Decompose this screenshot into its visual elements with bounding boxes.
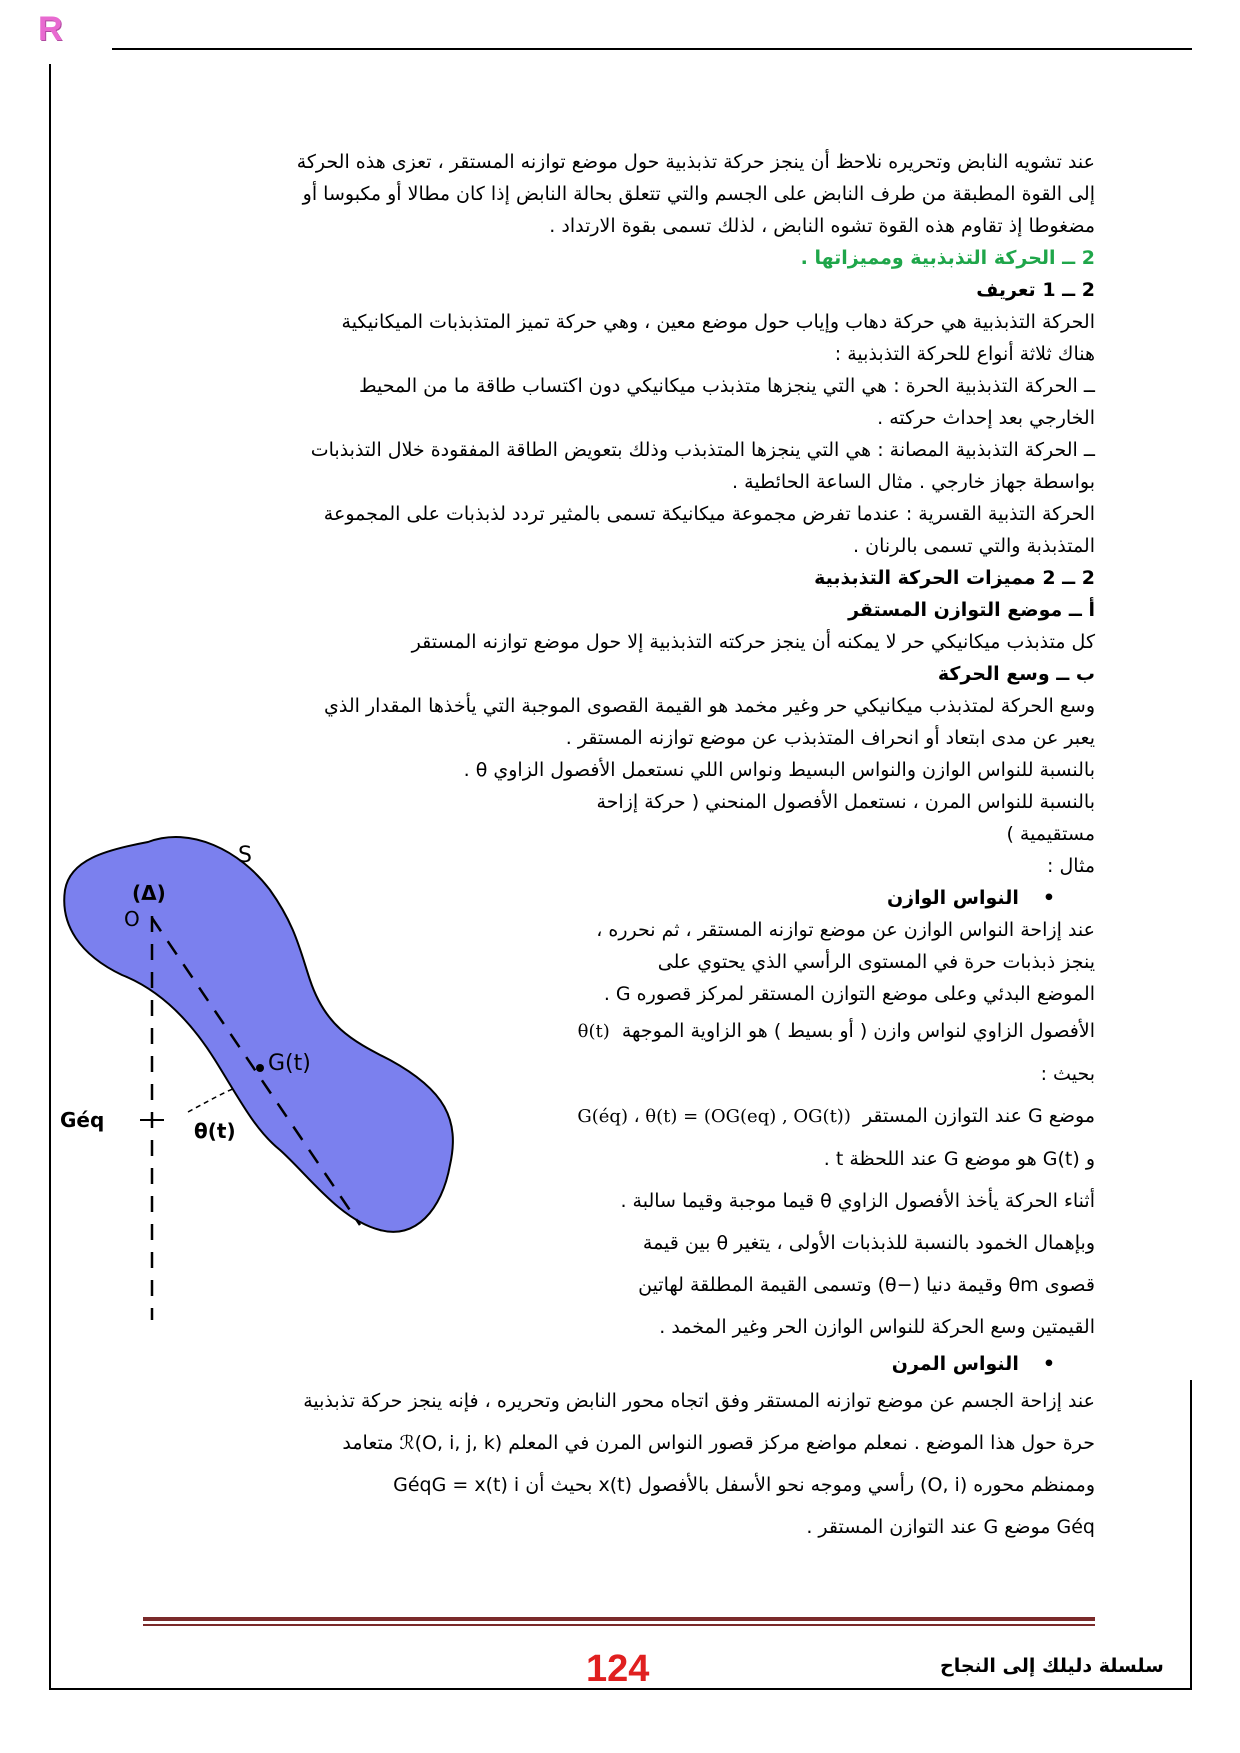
publisher-logo: R	[38, 10, 63, 48]
bullet-spring-pendulum: • النواس المرن	[145, 1348, 1095, 1380]
paragraph-b: يعبر عن مدى ابتعاد أو انحراف المتذبذب عن موضع توازنه المستقر .	[565, 727, 1095, 749]
paragraph-b: مستقيمية )	[1006, 823, 1095, 845]
bullet-heavy-pendulum: • النواس الوازن	[145, 882, 1095, 914]
pendulum-line: عند إزاحة النواس الوازن عن موضع توازنه المستقر ، ثم نحرره ،	[596, 919, 1095, 941]
section-heading: 2 ــ الحركة التذبذبية ومميزاتها .	[800, 247, 1095, 269]
definition-line: هناك ثلاثة أنواع للحركة التذبذبية :	[834, 343, 1095, 365]
label-o: O	[124, 907, 140, 931]
top-border	[112, 48, 1192, 50]
equation-text: موضع G عند التوازن المستقر	[862, 1105, 1095, 1127]
paragraph-b: بالنسبة للنواس الوازن والنواس البسيط ونواس اللي نستعمل الأفصول الزاوي θ .	[463, 759, 1095, 781]
label-s: S	[238, 843, 252, 868]
angle-line	[495, 1010, 1095, 1053]
center-of-mass-dot	[256, 1064, 264, 1072]
angle-arc	[188, 1088, 235, 1112]
label-theta: θ(t)	[194, 1119, 236, 1143]
footer-divider	[143, 1617, 1095, 1621]
subsection-heading: 2 ــ 2 مميزات الحركة التذبذبية	[814, 567, 1095, 589]
label-geq: Géq	[60, 1108, 105, 1132]
definition-line: المتذبذبة والتي تسمى بالرنان .	[853, 535, 1095, 557]
definition-line: ــ الحركة التذبذبية المصانة : هي التي ينجزها المتذبذب وذلك بتعويض الطاقة المفقودة خلال التذبذبات	[310, 439, 1095, 461]
equation-math: G(éq) ، θ(t) = (OG(eq) , OG(t))	[577, 1106, 851, 1127]
paragraph-b: مثال :	[1047, 855, 1095, 877]
definition-line: بواسطة جهاز خارجي . مثال الساعة الحائطية .	[732, 471, 1095, 493]
spring-line: وممنظم محوره (O, i) رأسي وموجه نحو الأسفل بالأفصول x(t) بحيث أن GéqG = x(t) i	[393, 1474, 1095, 1496]
motion-line: قصوى θm وقيمة دنيا (−θ) وتسمى القيمة المطلقة لهاتين	[638, 1274, 1095, 1296]
left-border	[49, 64, 51, 1689]
intro-line: عند تشويه النابض وتحريره نلاحظ أن ينجز حركة تذبذبية حول موضع توازنه المستقر ، تعزى هذه الحركة	[296, 151, 1095, 173]
angle-symbol: θ(t)	[577, 1021, 610, 1042]
definition-line: الحركة التذبذبية هي حركة دهاب وإياب حول موضع معين ، وهي حركة تميز المتذبذبات الميكانيكية	[341, 311, 1095, 333]
spring-line: حرة حول هذا الموضع . نمعلم مواضع مركز قصور النواس المرن في المعلم ℛ(O, i, j, k) متعامد	[342, 1432, 1095, 1454]
such-that: بحيث :	[1040, 1063, 1095, 1085]
pendulum-line: ينجز ذبذبات حرة في المستوى الرأسي الذي يحتوي على	[657, 951, 1095, 973]
paragraph-b: وسع الحركة لمتذبذب ميكانيكي حر وغير مخمد هو القيمة القصوى الموجبة التي يأخذها المقدار الذي	[324, 695, 1095, 717]
equation-line	[495, 1095, 1095, 1138]
rigid-body-shape	[64, 837, 453, 1232]
series-title: سلسلة دليلك إلى النجاح	[940, 1655, 1164, 1677]
sub-heading-a: أ ــ موضع التوازن المستقر	[848, 599, 1095, 621]
pendulum-line: الموضع البدئي وعلى موضع التوازن المستقر لمركز قصوره G .	[603, 983, 1095, 1005]
and-line: و G(t) هو موضع G عند اللحظة t .	[823, 1148, 1095, 1170]
footer-divider-thin	[143, 1624, 1095, 1626]
motion-line: وبإهمال الخمود بالنسبة للذبذبات الأولى ، يتغير θ بين قيمة	[642, 1232, 1095, 1254]
motion-line: أثناء الحركة يأخذ الأفصول الزاوي θ قيما موجبة وقيما سالبة .	[620, 1190, 1095, 1212]
motion-line: القيمتين وسع الحركة للنواس الوازن الحر وغير المخمد .	[659, 1316, 1095, 1338]
intro-line: إلى القوة المطبقة من طرف النابض على الجسم والتي تتعلق بحالة النابض إذا كان مطالا أو مكبوسا أو	[302, 183, 1095, 205]
right-border	[1190, 1380, 1192, 1690]
spring-line: Géq موضع G عند التوازن المستقر .	[806, 1516, 1095, 1538]
definition-line: الحركة التذبية القسرية : عندما تفرض مجموعة ميكانيكة تسمى بالمثير تردد لذبذبات على المجموعة	[323, 503, 1095, 525]
paragraph-b: بالنسبة للنواس المرن ، نستعمل الأفصول المنحني ( حركة إزاحة	[596, 791, 1095, 813]
sub-heading-b: ب ــ وسع الحركة	[937, 663, 1095, 685]
definition-line: الخارجي بعد إحداث حركته .	[877, 407, 1095, 429]
paragraph-a: كل متذبذب ميكانيكي حر لا يمكنه أن ينجز حركته التذبذبية إلا حول موضع توازنه المستقر	[411, 631, 1095, 653]
label-delta: (Δ)	[132, 881, 166, 905]
subsection-heading: 2 ــ 1 تعريف	[976, 279, 1095, 301]
intro-line: مضغوطا إذ تقاوم هذه القوة تشوه النابض ، لذلك تسمى بقوة الارتداد .	[549, 215, 1095, 237]
page-number: 124	[586, 1648, 650, 1690]
spring-line: عند إزاحة الجسم عن موضع توازنه المستقر وفق اتجاه محور النابض وتحريره ، فإنه ينجز حركة تذبذبية	[303, 1390, 1095, 1412]
pendulum-figure	[60, 830, 470, 1320]
angle-text: الأفصول الزاوي لنواس وازن ( أو بسيط ) هو الزاوية الموجهة	[621, 1020, 1095, 1042]
label-gt: G(t)	[268, 1051, 311, 1076]
definition-line: ــ الحركة التذبذبية الحرة : هي التي ينجزها متذبذب ميكانيكي دون اكتساب طاقة ما من المحيط	[359, 375, 1095, 397]
